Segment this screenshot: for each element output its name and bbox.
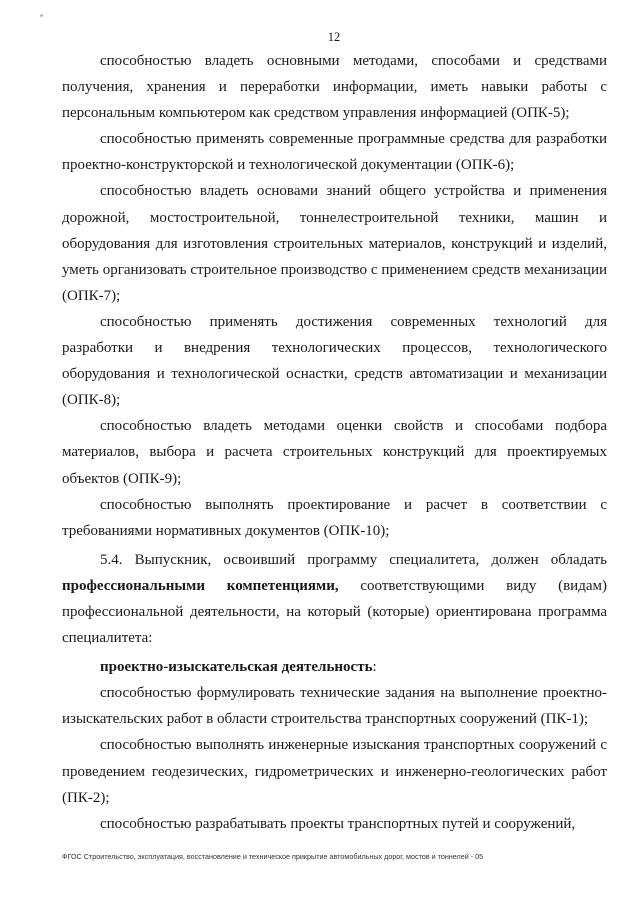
paragraph-opk-7: способностью владеть основами знаний общего устройства и применения дорожной, мостостроительной, тоннелестроительной техники, машин и оборудования для изготовления строительных материалов, конструкций и изделий, уметь организовать строительное производство с применением средств механизации (ОПК-7); (62, 183, 607, 304)
section-5-4-paragraph (62, 547, 607, 651)
paragraph-pk-3-start: способностью разрабатывать проекты транспортных путей и сооружений, (100, 815, 576, 832)
paragraph-opk-6: способностью применять современные программные средства для разработки проектно-конструкторской и технологической документации (ОПК-6); (62, 131, 607, 174)
activity-heading-bold: проектно-изыскательская деятельность (100, 659, 373, 676)
document-body (62, 48, 607, 837)
scan-speck (40, 14, 43, 17)
section-5-4-lead: 5.4. Выпускник, освоивший программу специалитета, должен обладать (100, 551, 607, 568)
activity-heading (62, 654, 607, 680)
paragraph-opk-5: способностью владеть основными методами, способами и средствами получения, хранения и переработки информации, иметь навыки работы с персональным компьютером как средством управления информацией (ОПК-5); (62, 53, 607, 122)
activity-heading-colon: : (372, 659, 377, 676)
paragraph-opk-8: способностью применять достижения современных технологий для разработки и внедрения технологических процессов, технологического оборудования и технологической оснастки, средств автоматизации и механизации (ОПК-8); (62, 313, 607, 409)
paragraph-opk-10: способностью выполнять проектирование и расчет в соответствии с требованиями нормативных документов (ОПК-10); (62, 496, 607, 539)
page-number: 12 (327, 30, 341, 44)
paragraph-opk-9: способностью владеть методами оценки свойств и способами подбора материалов, выбора и расчета строительных конструкций для проектируемых объектов (ОПК-9); (62, 418, 607, 487)
page-footer: ФГОС Строительство, эксплуатация, восстановление и техническое прикрытие автомобильных дорог, мостов и тоннелей - 05 (62, 852, 484, 861)
paragraph-pk-2: способностью выполнять инженерные изыскания транспортных сооружений с проведением геодезических, гидрометрических и инженерно-геологических работ (ПК-2); (62, 737, 607, 806)
section-5-4-bold-term: профессиональными компетенциями, (62, 577, 339, 594)
paragraph-pk-1: способностью формулировать технические задания на выполнение проектно-изыскательских работ в области строительства транспортных сооружений (ПК-1); (62, 685, 607, 728)
section-5-4-tail: соответствующими виду (видам) профессиональной деятельности, на который (которые) ориентирована программа специалитета: (62, 577, 607, 647)
